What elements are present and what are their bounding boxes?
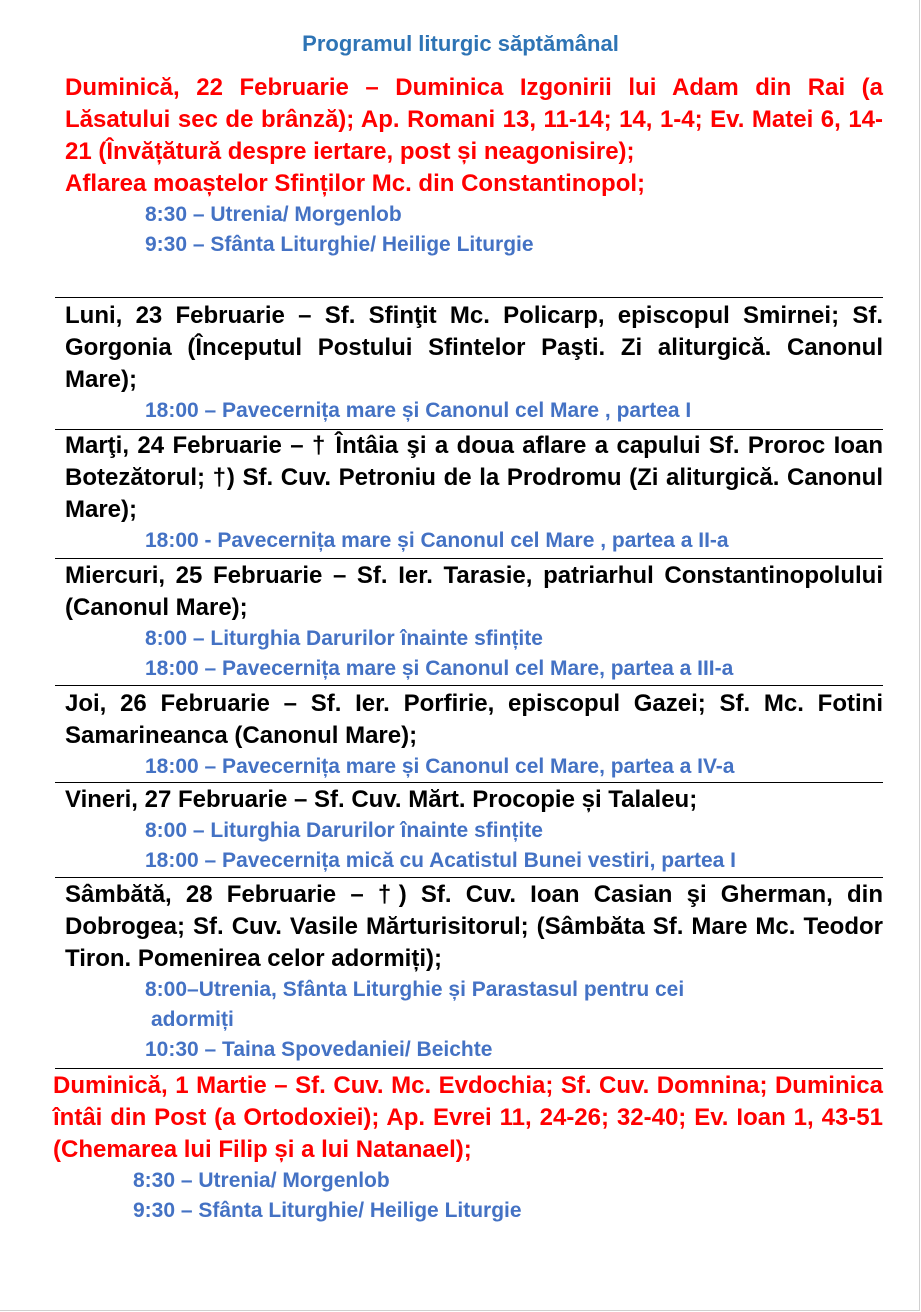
day-heading: Joi, 26 Februarie – Sf. Ier. Porfirie, episcopul Gazei; Sf. Mc. Fotini Samarineanca (Canonul Mare); (65, 690, 883, 749)
service-item: 18:00 – Pavecernița mare și Canonul cel Mare, partea a IV-a (145, 755, 735, 778)
day-sunday-22 (65, 72, 883, 260)
service-item (145, 975, 883, 1035)
divider (55, 685, 883, 686)
day-heading: Miercuri, 25 Februarie – Sf. Ier. Tarasie, patriarhul Constantinopolului (Canonul Mare); (65, 562, 883, 621)
day-heading: Luni, 23 Februarie – Sf. Sfinţit Mc. Policarp, episcopul Smirnei; Sf. Gorgonia (Începutul Postului Sfintelor Paşti. Zi aliturgică. Canonul Mare); (65, 302, 883, 393)
day-heading-secondary: Aflarea moaștelor Sfinților Mc. din Constantinopol; (65, 170, 646, 197)
service-item: 8:30 – Utrenia/ Morgenlob (145, 203, 402, 226)
divider (55, 558, 883, 559)
service-item: 9:30 – Sfânta Liturghie/ Heilige Liturgie (145, 233, 534, 256)
day-saturday-28 (65, 879, 883, 1065)
day-thursday-26 (65, 688, 883, 782)
service-item: 8:30 – Utrenia/ Morgenlob (133, 1169, 390, 1192)
day-wednesday-25 (65, 560, 883, 684)
divider (55, 877, 883, 878)
divider (55, 1068, 883, 1069)
service-item: 8:00 – Liturghia Darurilor înainte sfințite (145, 819, 543, 842)
day-tuesday-24 (65, 430, 883, 556)
service-item: 18:00 – Pavecernița mare și Canonul cel Mare , partea I (145, 399, 692, 422)
service-item: 18:00 – Pavecernița mare și Canonul cel Mare, partea a III-a (145, 657, 734, 680)
day-sunday-1-march (53, 1070, 883, 1226)
day-monday-23 (65, 300, 883, 426)
page-title: Programul liturgic săptămânal (302, 31, 619, 56)
service-item: 10:30 – Taina Spovedaniei/ Beichte (145, 1038, 493, 1061)
day-heading: Marţi, 24 Februarie – † Întâia şi a doua aflare a capului Sf. Proroc Ioan Botezătorul; †) Sf. Cuv. Petroniu de la Prodromu (Zi aliturgică. Canonul Mare); (65, 432, 883, 523)
service-item-line: 8:00–Utrenia, Sfânta Liturghie și Parastasul pentru cei (145, 978, 685, 1001)
day-friday-27 (65, 784, 883, 876)
service-item: 18:00 - Pavecernița mare și Canonul cel Mare , partea a II-a (145, 529, 729, 552)
divider (55, 297, 883, 298)
divider (55, 782, 883, 783)
day-heading: Duminică, 1 Martie – Sf. Cuv. Mc. Evdochia; Sf. Cuv. Domnina; Duminica întâi din Post (a Ortodoxiei); Ap. Evrei 11, 24-26; 32-40; Ev. Ioan 1, 43-51 (Chemarea lui Filip și a lui Natanael); (53, 1072, 883, 1163)
service-item-continuation: adormiți (151, 1008, 234, 1031)
day-heading: Duminică, 22 Februarie – Duminica Izgonirii lui Adam din Rai (a Lăsatului sec de brânză); Ap. Romani 13, 11-14; 14, 1-4; Ev. Matei 6, 14-21 (Învățătură despre iertare, post și neagonisire); (65, 74, 883, 165)
day-heading: Sâmbătă, 28 Februarie – †) Sf. Cuv. Ioan Casian şi Gherman, din Dobrogea; Sf. Cuv. Vasile Mărturisitorul; (Sâmbăta Sf. Mare Mc. Teodor Tiron. Pomenirea celor adormiți); (65, 881, 883, 972)
service-item: 18:00 – Pavecernița mică cu Acatistul Bunei vestiri, partea I (145, 849, 736, 872)
day-heading: Vineri, 27 Februarie – Sf. Cuv. Mărt. Procopie și Talaleu; (65, 786, 698, 813)
service-item: 8:00 – Liturghia Darurilor înainte sfințite (145, 627, 543, 650)
service-item: 9:30 – Sfânta Liturghie/ Heilige Liturgie (133, 1199, 522, 1222)
